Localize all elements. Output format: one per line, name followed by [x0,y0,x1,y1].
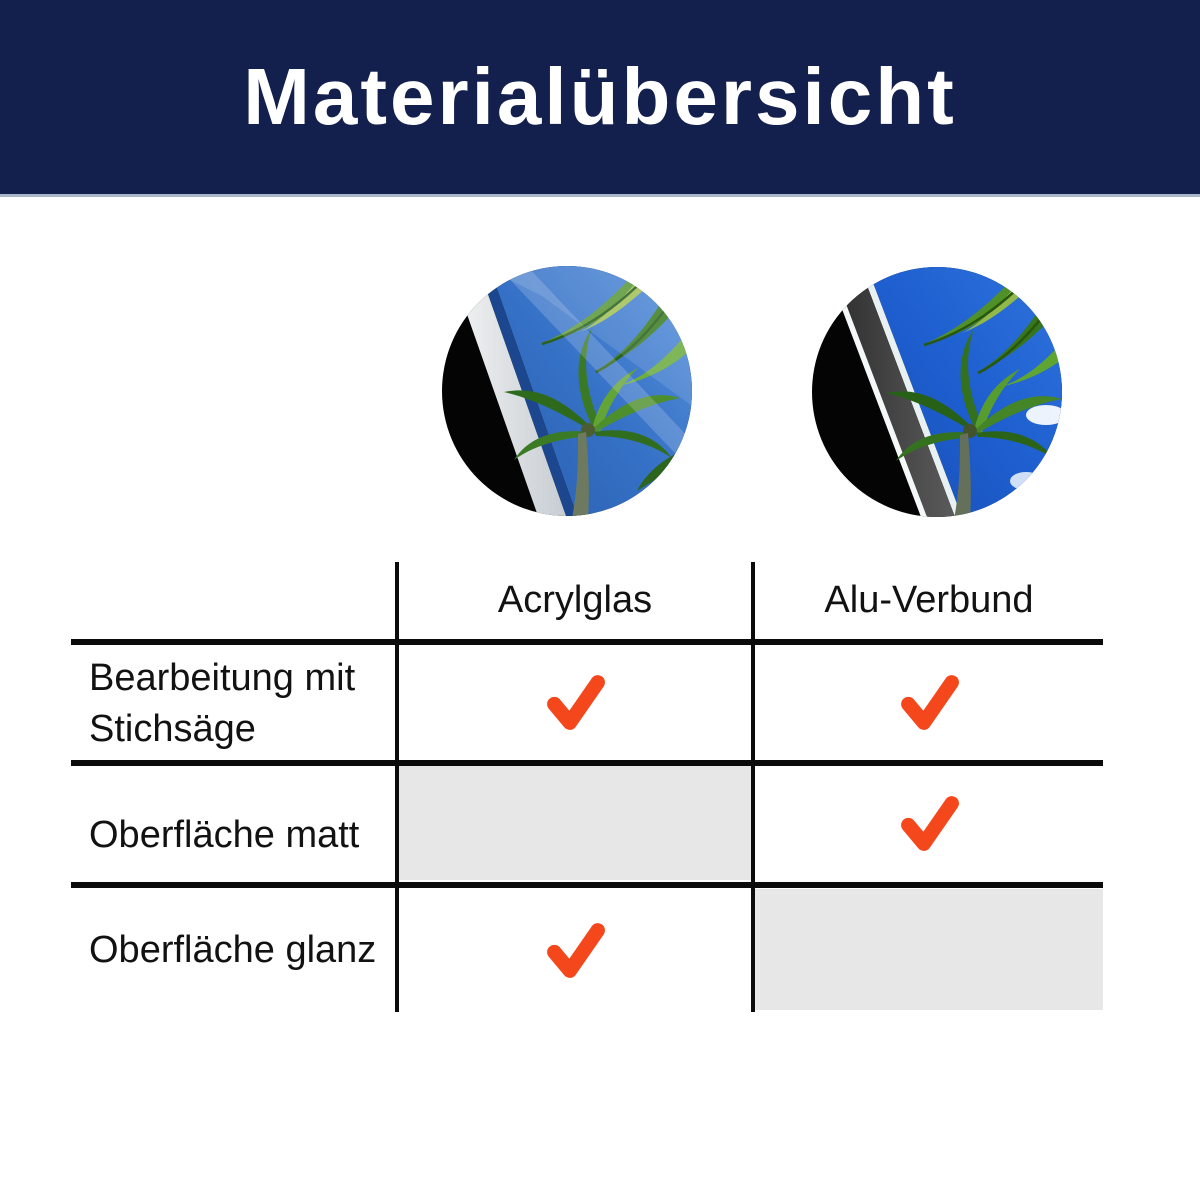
row-label-oberflaeche-glanz: Oberfläche glanz [89,929,377,971]
cell-glanz-acrylglas [399,889,751,1010]
header-banner [0,0,1200,197]
acrylglas-corner-icon [442,266,692,516]
cell-matt-acrylglas [399,766,751,880]
column-header-acrylglas: Acrylglas [497,578,653,621]
check-icon [898,673,960,731]
check-icon [544,673,606,731]
alu-verbund-sample-photo [812,267,1062,517]
row-label-oberflaeche-matt: Oberfläche matt [89,814,360,856]
cell-stichsaege-acrylglas [399,646,751,758]
column-header-alu-verbund: Alu-Verbund [824,578,1034,621]
cell-stichsaege-alu-verbund [755,646,1103,758]
check-icon [544,921,606,979]
table-row-divider-3 [71,882,1103,888]
page-title: Materialübersicht [243,52,957,141]
table-row-divider-1 [71,639,1103,645]
cell-glanz-alu-verbund [755,889,1103,1010]
alu-verbund-corner-icon [812,267,1062,517]
row-label-stichsaege: Bearbeitung mit Stichsäge [89,657,356,750]
check-icon [898,794,960,852]
cell-matt-alu-verbund [755,766,1103,880]
acrylglas-sample-photo [442,266,692,516]
